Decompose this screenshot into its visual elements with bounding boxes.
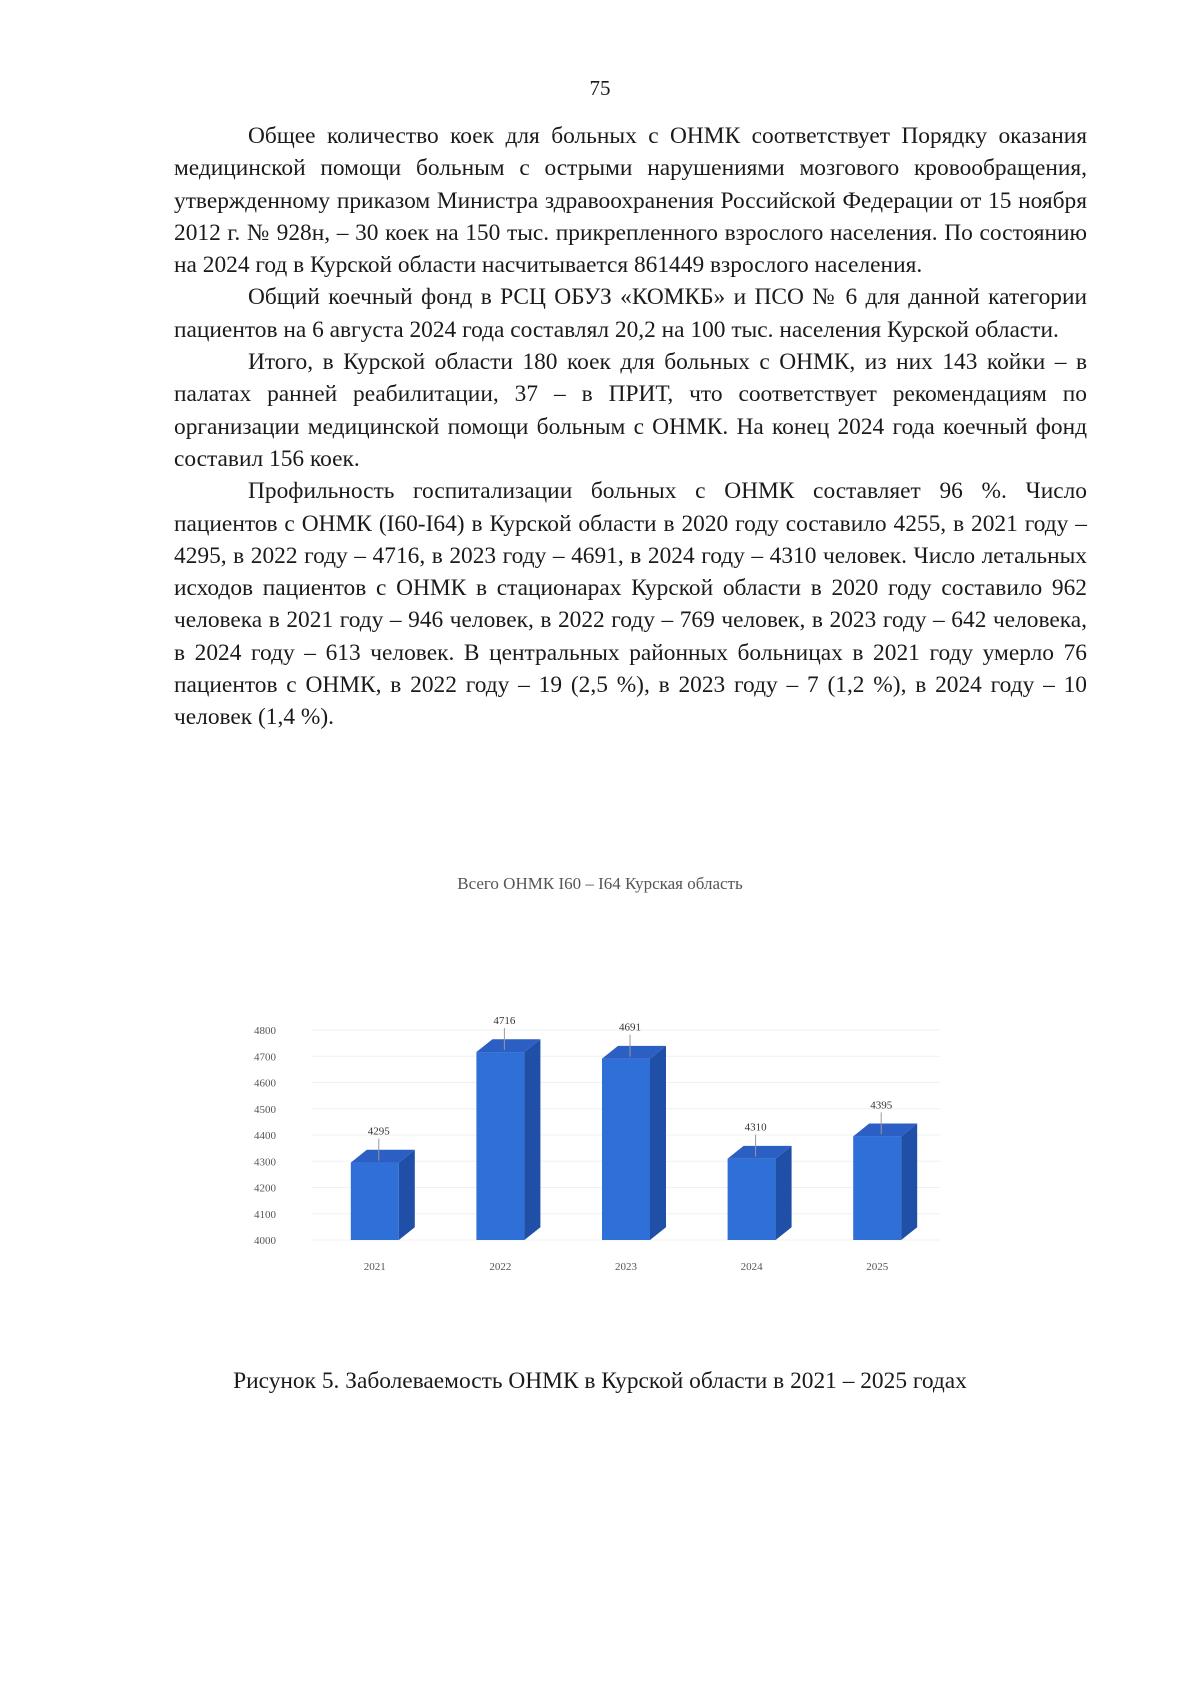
data-label: 4716	[493, 1015, 516, 1028]
x-tick-label: 2025	[866, 1261, 889, 1273]
paragraph: Профильность госпитализации больных с ОНМК составляет 96 %. Число пациентов с ОНМК (I60-I64) в Курской области в 2020 году составило 4255, в 2021 году – 4295, в 2022 году – 4716, в 2023 году – 4691, в 2024 году – 4310 человек. Число летальных исходов пациентов с ОНМК в стационарах Курской области в 2020 году составило 962 человека в 2021 году – 946 человек, в 2022 году – 769 человек, в 2023 году – 642 человека, в 2024 году – 613 человек. В центральных районных больницах в 2021 году умерло 76 пациентов с ОНМК, в 2022 году – 19 (2,5 %), в 2023 году – 7 (1,2 %), в 2024 году – 10 человек (1,4 %).	[174, 478, 1087, 731]
bar	[853, 1136, 901, 1240]
chart-title: Всего ОНМК I60 – I64 Курская область	[457, 874, 743, 893]
bar	[728, 1159, 776, 1240]
y-tick-label: 4700	[254, 1051, 276, 1064]
page-number: 75	[589, 76, 611, 100]
bar	[602, 1059, 650, 1240]
x-tick-label: 2024	[740, 1261, 763, 1273]
bar-side	[776, 1146, 792, 1240]
body-text	[174, 120, 1087, 734]
bar	[476, 1052, 524, 1240]
bar	[351, 1163, 399, 1240]
y-tick-label: 4200	[254, 1182, 276, 1195]
figure-caption: Рисунок 5. Заболеваемость ОНМК в Курской области в 2021 – 2025 годах	[233, 1368, 967, 1394]
x-tick-label: 2021	[363, 1261, 386, 1273]
y-tick-label: 4600	[254, 1077, 276, 1090]
y-tick-label: 4500	[254, 1103, 276, 1116]
paragraph: Общий коечный фонд в РСЦ ОБУЗ «КОМКБ» и ПСО № 6 для данной категории пациентов на 6 августа 2024 года составлял 20,2 на 100 тыс. населения Курской области.	[174, 284, 1087, 343]
y-tick-label: 4400	[254, 1130, 276, 1142]
data-label: 4310	[744, 1121, 767, 1134]
bar-side	[650, 1046, 666, 1240]
x-tick-label: 2023	[615, 1261, 637, 1273]
bar-side	[901, 1124, 917, 1240]
paragraph: Итого, в Курской области 180 коек для больных с ОНМК, из них 143 койки – в палатах ранней реабилитации, 37 – в ПРИТ, что соответствует рекомендациям по организации медицинской помощи больным с ОНМК. На конец 2024 года коечный фонд составил 156 коек.	[174, 349, 1087, 472]
bar-side	[524, 1039, 540, 1240]
x-tick-label: 2022	[489, 1261, 512, 1273]
y-tick-label: 4100	[254, 1208, 276, 1221]
data-label: 4395	[870, 1099, 893, 1112]
bar-side	[399, 1150, 415, 1240]
data-label: 4295	[367, 1125, 390, 1138]
paragraph: Общее количество коек для больных с ОНМК соответствует Порядку оказания медицинской помощи больным с острыми нарушениями мозгового кровообращения, утвержденному приказом Министра здравоохранения Российской Федерации от 15 ноября 2012 г. № 928н, – 30 коек на 150 тыс. прикрепленного взрослого населения. По состоянию на 2024 год в Курской области насчитывается 861449 взрослого населения.	[174, 123, 1087, 279]
y-tick-label: 4000	[254, 1235, 276, 1247]
data-label: 4691	[619, 1021, 641, 1034]
bar-chart	[250, 1000, 950, 1280]
y-tick-label: 4800	[254, 1025, 276, 1037]
y-tick-label: 4300	[254, 1156, 276, 1169]
